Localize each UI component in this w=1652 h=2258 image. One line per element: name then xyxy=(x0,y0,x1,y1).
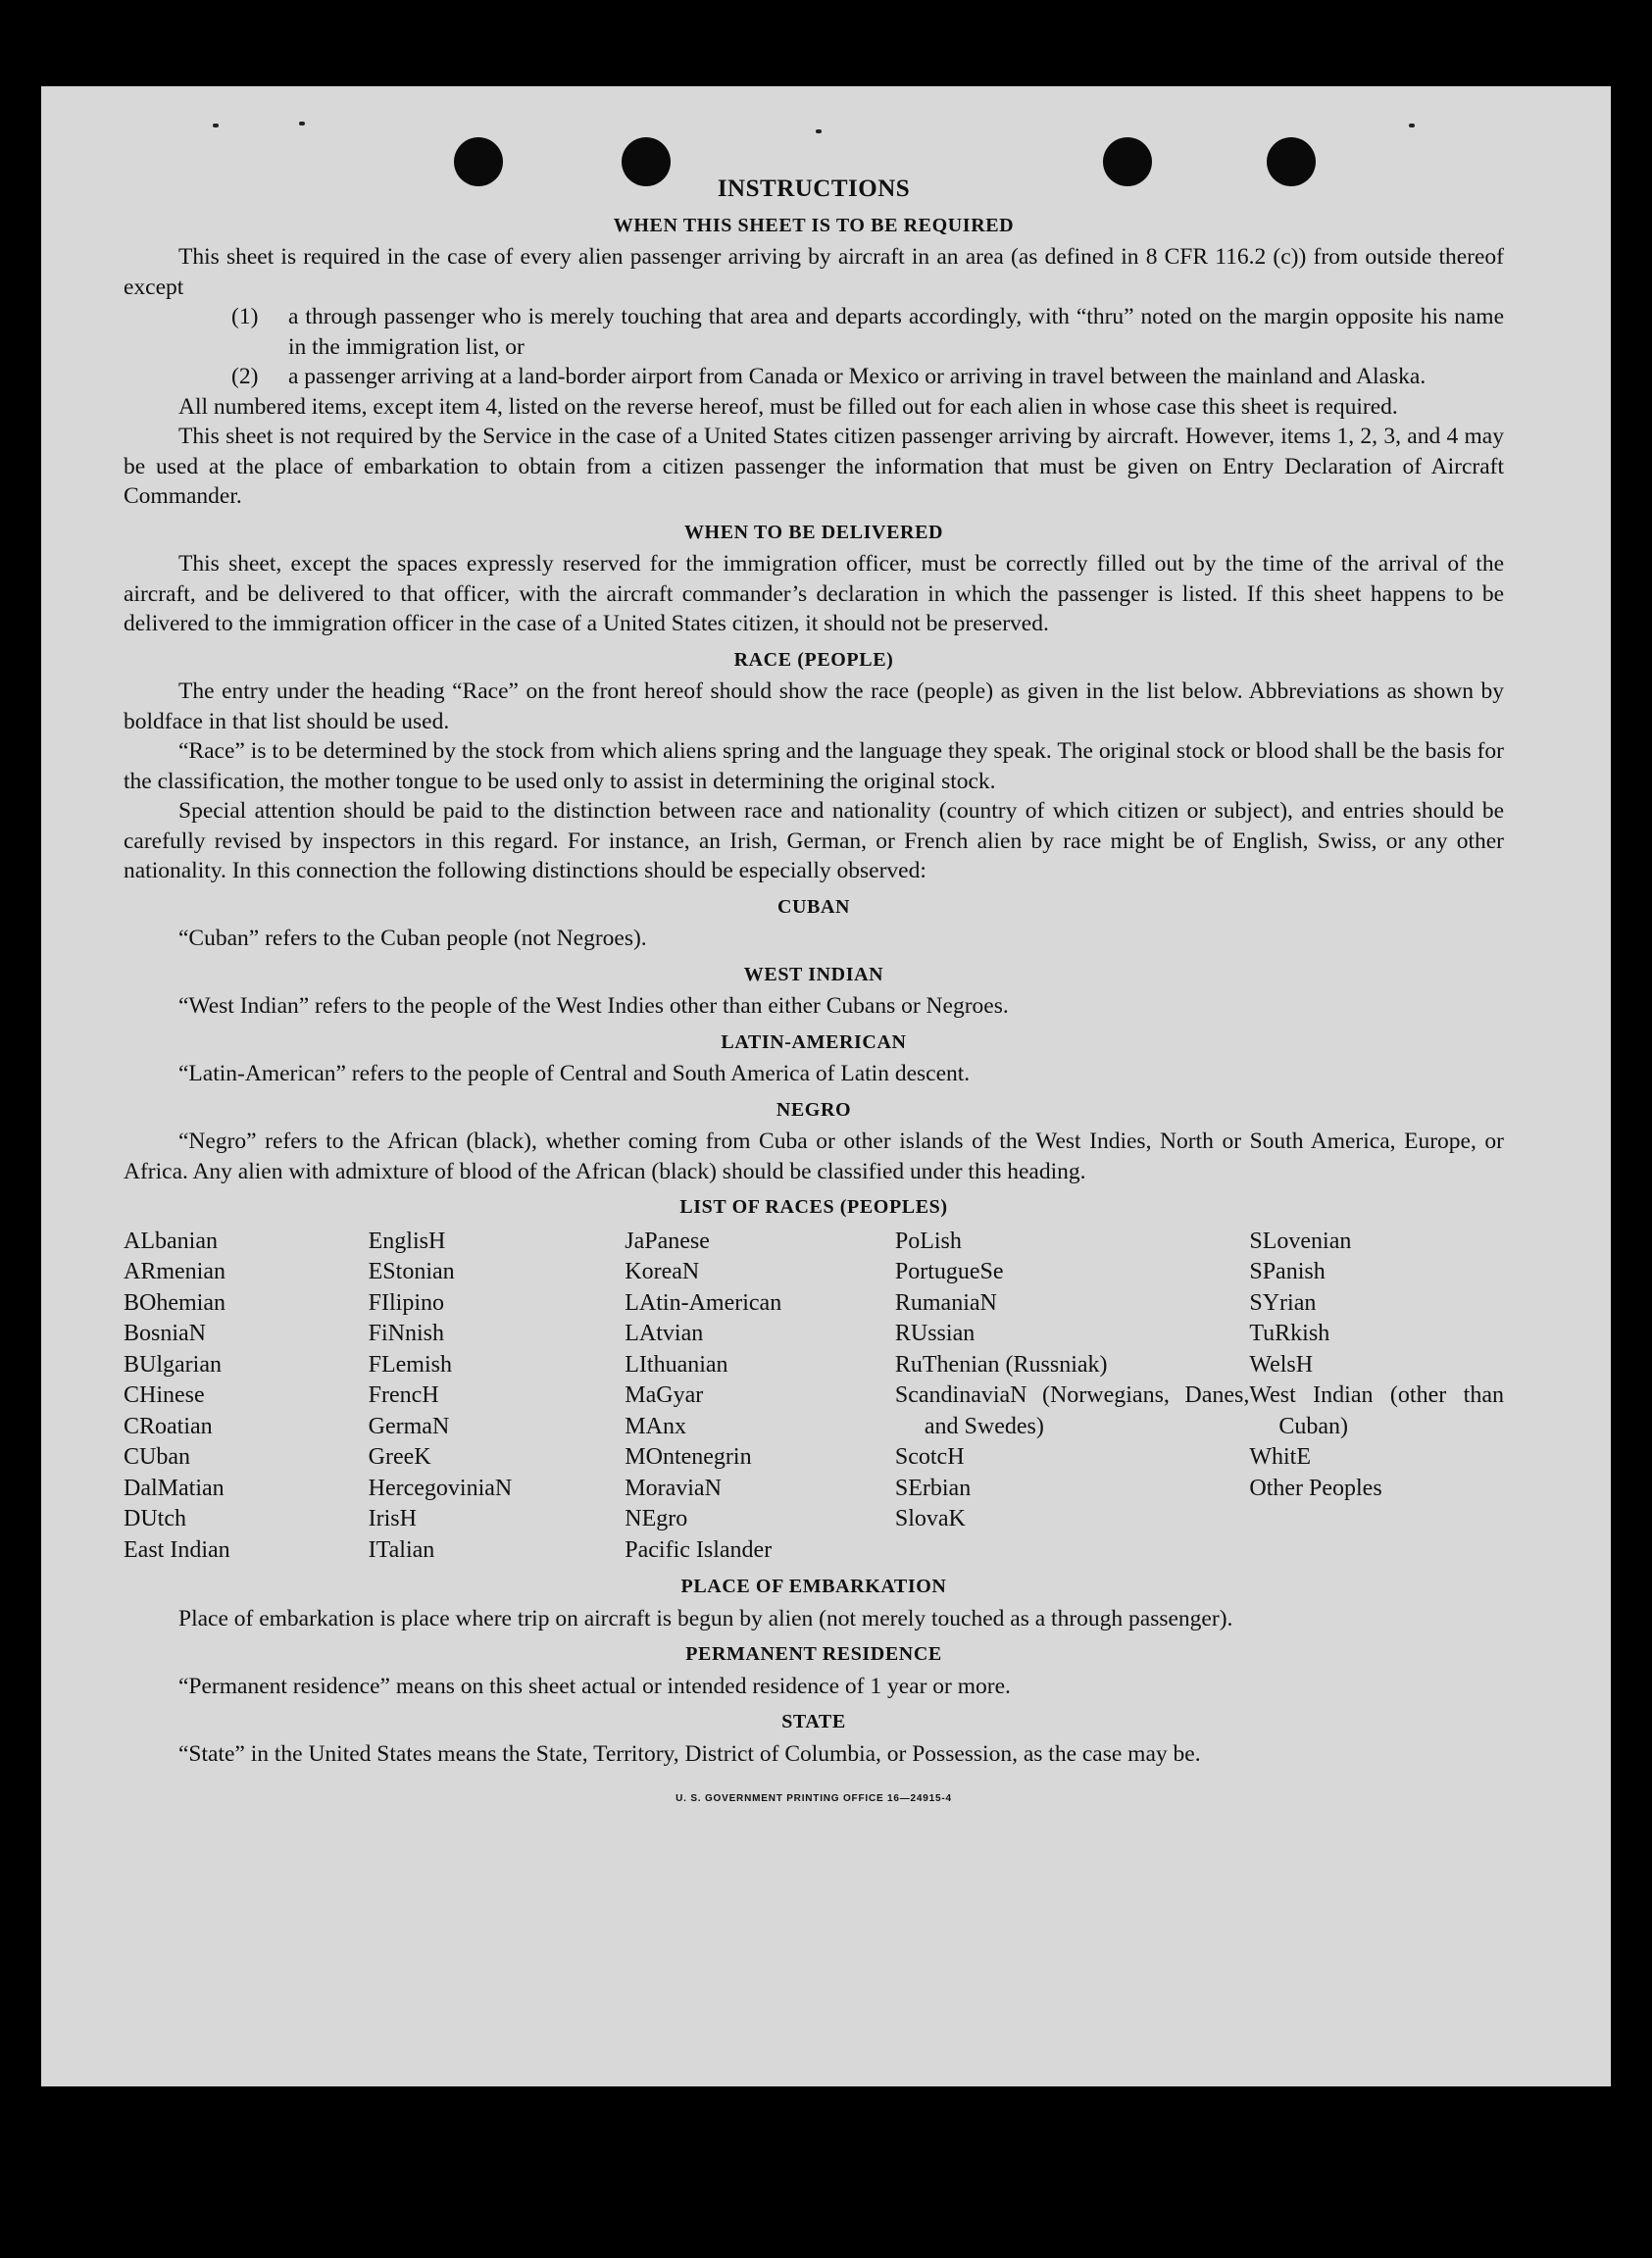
race-item: EStonian xyxy=(368,1259,455,1284)
race-item: MOntenegrin xyxy=(625,1444,752,1470)
race-item: ALbanian xyxy=(124,1228,218,1254)
heading-race: RACE (PEOPLE) xyxy=(733,648,894,671)
race-item: CHinese xyxy=(124,1382,205,1408)
paper-speck xyxy=(299,122,305,125)
race-item: RumaniaN xyxy=(894,1289,997,1316)
race-item: EnglisH xyxy=(368,1228,446,1254)
heading-when-delivered: WHEN TO BE DELIVERED xyxy=(683,521,944,543)
paragraph-race-3: Special attention should be paid to the distinction between race and nationality (country of which citizen or subject), and entries should be carefully revised by inspectors in this regard. For instance, an Irish, German, or French alien by race might be of English, Swiss, or any other nationality. In this connection the following distinctions should be especially observed: xyxy=(124,798,1504,883)
paragraph-when-required-intro: This sheet is required in the case of every alien passenger arriving by aircraft in an area (as defined in 8 CFR 116.2 (c)) from outside thereof except xyxy=(124,244,1504,300)
race-item: DalMatian xyxy=(124,1475,225,1501)
paragraph-numbered-items: All numbered items, except item 4, listed on the reverse hereof, must be filled out for each alien in whose case this sheet is required. xyxy=(178,393,1398,420)
race-item: ScandinaviaN (Norwegians, Danes, and Swedes) xyxy=(894,1382,1250,1439)
page-title: INSTRUCTIONS xyxy=(717,176,911,202)
exception-item-2 xyxy=(124,362,1504,392)
race-column-5 xyxy=(1249,1227,1504,1567)
paragraph-negro: “Negro” refers to the African (black), whether coming from Cuba or other islands of the West Indies, North or South America, Europe, or Africa. Any alien with admixture of blood of the African (black) should be classified under this heading. xyxy=(124,1129,1504,1184)
race-item: FIlipino xyxy=(368,1289,444,1316)
item-number: (1) xyxy=(231,304,259,329)
paragraph-race-1: The entry under the heading “Race” on the front hereof should show the race (people) as given in the list below. Abbreviations as shown by boldface in that list should be used. xyxy=(124,678,1504,734)
exception-item-1 xyxy=(124,302,1504,362)
race-item: FrencH xyxy=(368,1382,439,1408)
race-item: WelsH xyxy=(1249,1351,1314,1378)
heading-permanent-residence: PERMANENT RESIDENCE xyxy=(685,1643,942,1665)
race-item: SLovenian xyxy=(1249,1228,1352,1254)
race-item: RuThenian (Russniak) xyxy=(894,1351,1108,1378)
race-item: TuRkish xyxy=(1249,1321,1330,1346)
race-item: BosniaN xyxy=(124,1321,206,1346)
race-item: PoLish xyxy=(894,1228,962,1254)
heading-negro: NEGRO xyxy=(776,1098,852,1121)
race-item: LAtin-American xyxy=(625,1289,782,1316)
heading-latin-american: LATIN-AMERICAN xyxy=(721,1030,907,1053)
race-item: BOhemian xyxy=(124,1289,225,1316)
heading-cuban: CUBAN xyxy=(776,895,851,918)
race-column-2 xyxy=(369,1227,626,1567)
heading-west-indian: WEST INDIAN xyxy=(743,963,884,985)
race-item: HercegoviniaN xyxy=(368,1475,513,1501)
paragraph-latin-american: “Latin-American” refers to the people of Central and South America of Latin descent. xyxy=(178,1061,971,1086)
race-item: SErbian xyxy=(894,1475,972,1501)
race-item: RUssian xyxy=(894,1321,976,1346)
item-number: (2) xyxy=(231,364,259,389)
race-item: CRoatian xyxy=(124,1413,213,1439)
item-text: a passenger arriving at a land-border airport from Canada or Mexico or arriving in travel between the mainland and Alaska. xyxy=(288,364,1427,389)
race-column-4 xyxy=(895,1227,1249,1567)
paragraph-cuban: “Cuban” refers to the Cuban people (not Negroes). xyxy=(178,926,647,951)
race-item: ARmenian xyxy=(124,1259,225,1284)
race-item: GermaN xyxy=(368,1413,450,1439)
race-item: SYrian xyxy=(1249,1289,1317,1316)
race-column-1 xyxy=(124,1227,369,1567)
race-item: LIthuanian xyxy=(625,1351,728,1378)
race-item: Pacific Islander xyxy=(625,1536,773,1563)
heading-embarkation: PLACE OF EMBARKATION xyxy=(680,1576,947,1597)
document-body xyxy=(124,175,1504,1815)
paper-speck xyxy=(213,124,219,127)
race-item: East Indian xyxy=(124,1536,230,1563)
paper-speck xyxy=(816,129,822,133)
race-item: ITalian xyxy=(368,1536,435,1563)
race-item: WhitE xyxy=(1249,1444,1312,1470)
paragraph-race-2: “Race” is to be determined by the stock from which aliens spring and the language they speak. The original stock or blood shall be the basis for the classification, the mother tongue to be used only to assist in determining the original stock. xyxy=(124,738,1504,794)
race-list xyxy=(124,1227,1504,1567)
race-item: West Indian (other than Cuban) xyxy=(1249,1382,1504,1439)
race-item: GreeK xyxy=(368,1444,431,1470)
instruction-sheet xyxy=(41,86,1611,2086)
heading-when-required: WHEN THIS SHEET IS TO BE REQUIRED xyxy=(613,214,1015,236)
race-item: BUlgarian xyxy=(124,1351,222,1378)
race-item: MoraviaN xyxy=(625,1475,722,1501)
race-item: LAtvian xyxy=(625,1321,704,1346)
race-item: JaPanese xyxy=(625,1228,710,1254)
paper-speck xyxy=(1409,124,1415,127)
race-item: MaGyar xyxy=(625,1382,704,1408)
paragraph-state: “State” in the United States means the State, Territory, District of Columbia, or Possession, as the case may be. xyxy=(178,1740,1201,1767)
paragraph-embarkation: Place of embarkation is place where trip on aircraft is begun by alien (not merely touched as a through passenger). xyxy=(178,1605,1233,1631)
race-item: FiNnish xyxy=(368,1321,444,1346)
race-item: MAnx xyxy=(625,1413,686,1439)
paragraph-citizen-passenger: This sheet is not required by the Service in the case of a United States citizen passenger arriving by aircraft. However, items 1, 2, 3, and 4 may be used at the place of embarkation to obtain from a citizen passenger the information that must be given on Entry Declaration of Aircraft Commander. xyxy=(124,424,1504,509)
printing-office-footer: U. S. GOVERNMENT PRINTING OFFICE 16—24915-4 xyxy=(676,1793,952,1804)
race-item: SPanish xyxy=(1249,1259,1326,1284)
race-item: Other Peoples xyxy=(1249,1475,1382,1501)
heading-state: STATE xyxy=(781,1711,846,1732)
race-item: NEgro xyxy=(625,1506,688,1531)
race-column-3 xyxy=(625,1227,895,1567)
race-item: DUtch xyxy=(124,1506,186,1531)
race-item: SlovaK xyxy=(894,1506,966,1531)
paragraph-when-delivered: This sheet, except the spaces expressly reserved for the immigration officer, must be correctly filled out by the time of the arrival of the aircraft, and be delivered to that officer, with the aircraft commander’s declaration in which the passenger is listed. If this sheet happens to be delivered to the immigration officer in the case of a United States citizen, it should not be preserved. xyxy=(124,551,1504,636)
race-item: IrisH xyxy=(368,1506,417,1531)
heading-list-of-races: LIST OF RACES (PEOPLES) xyxy=(679,1196,948,1218)
race-item: CUban xyxy=(124,1444,190,1470)
paragraph-west-indian: “West Indian” refers to the people of the West Indies other than either Cubans or Negroes. xyxy=(178,993,1009,1019)
race-item: PortugueSe xyxy=(894,1259,1004,1284)
race-item: KoreaN xyxy=(625,1259,700,1284)
item-text: a through passenger who is merely touching that area and departs accordingly, with “thru” noted on the margin opposite his name in the immigration list, or xyxy=(288,304,1504,360)
paragraph-permanent-residence: “Permanent residence” means on this sheet actual or intended residence of 1 year or more. xyxy=(178,1673,1011,1699)
race-item: ScotcH xyxy=(894,1444,965,1470)
race-item: FLemish xyxy=(368,1351,452,1378)
